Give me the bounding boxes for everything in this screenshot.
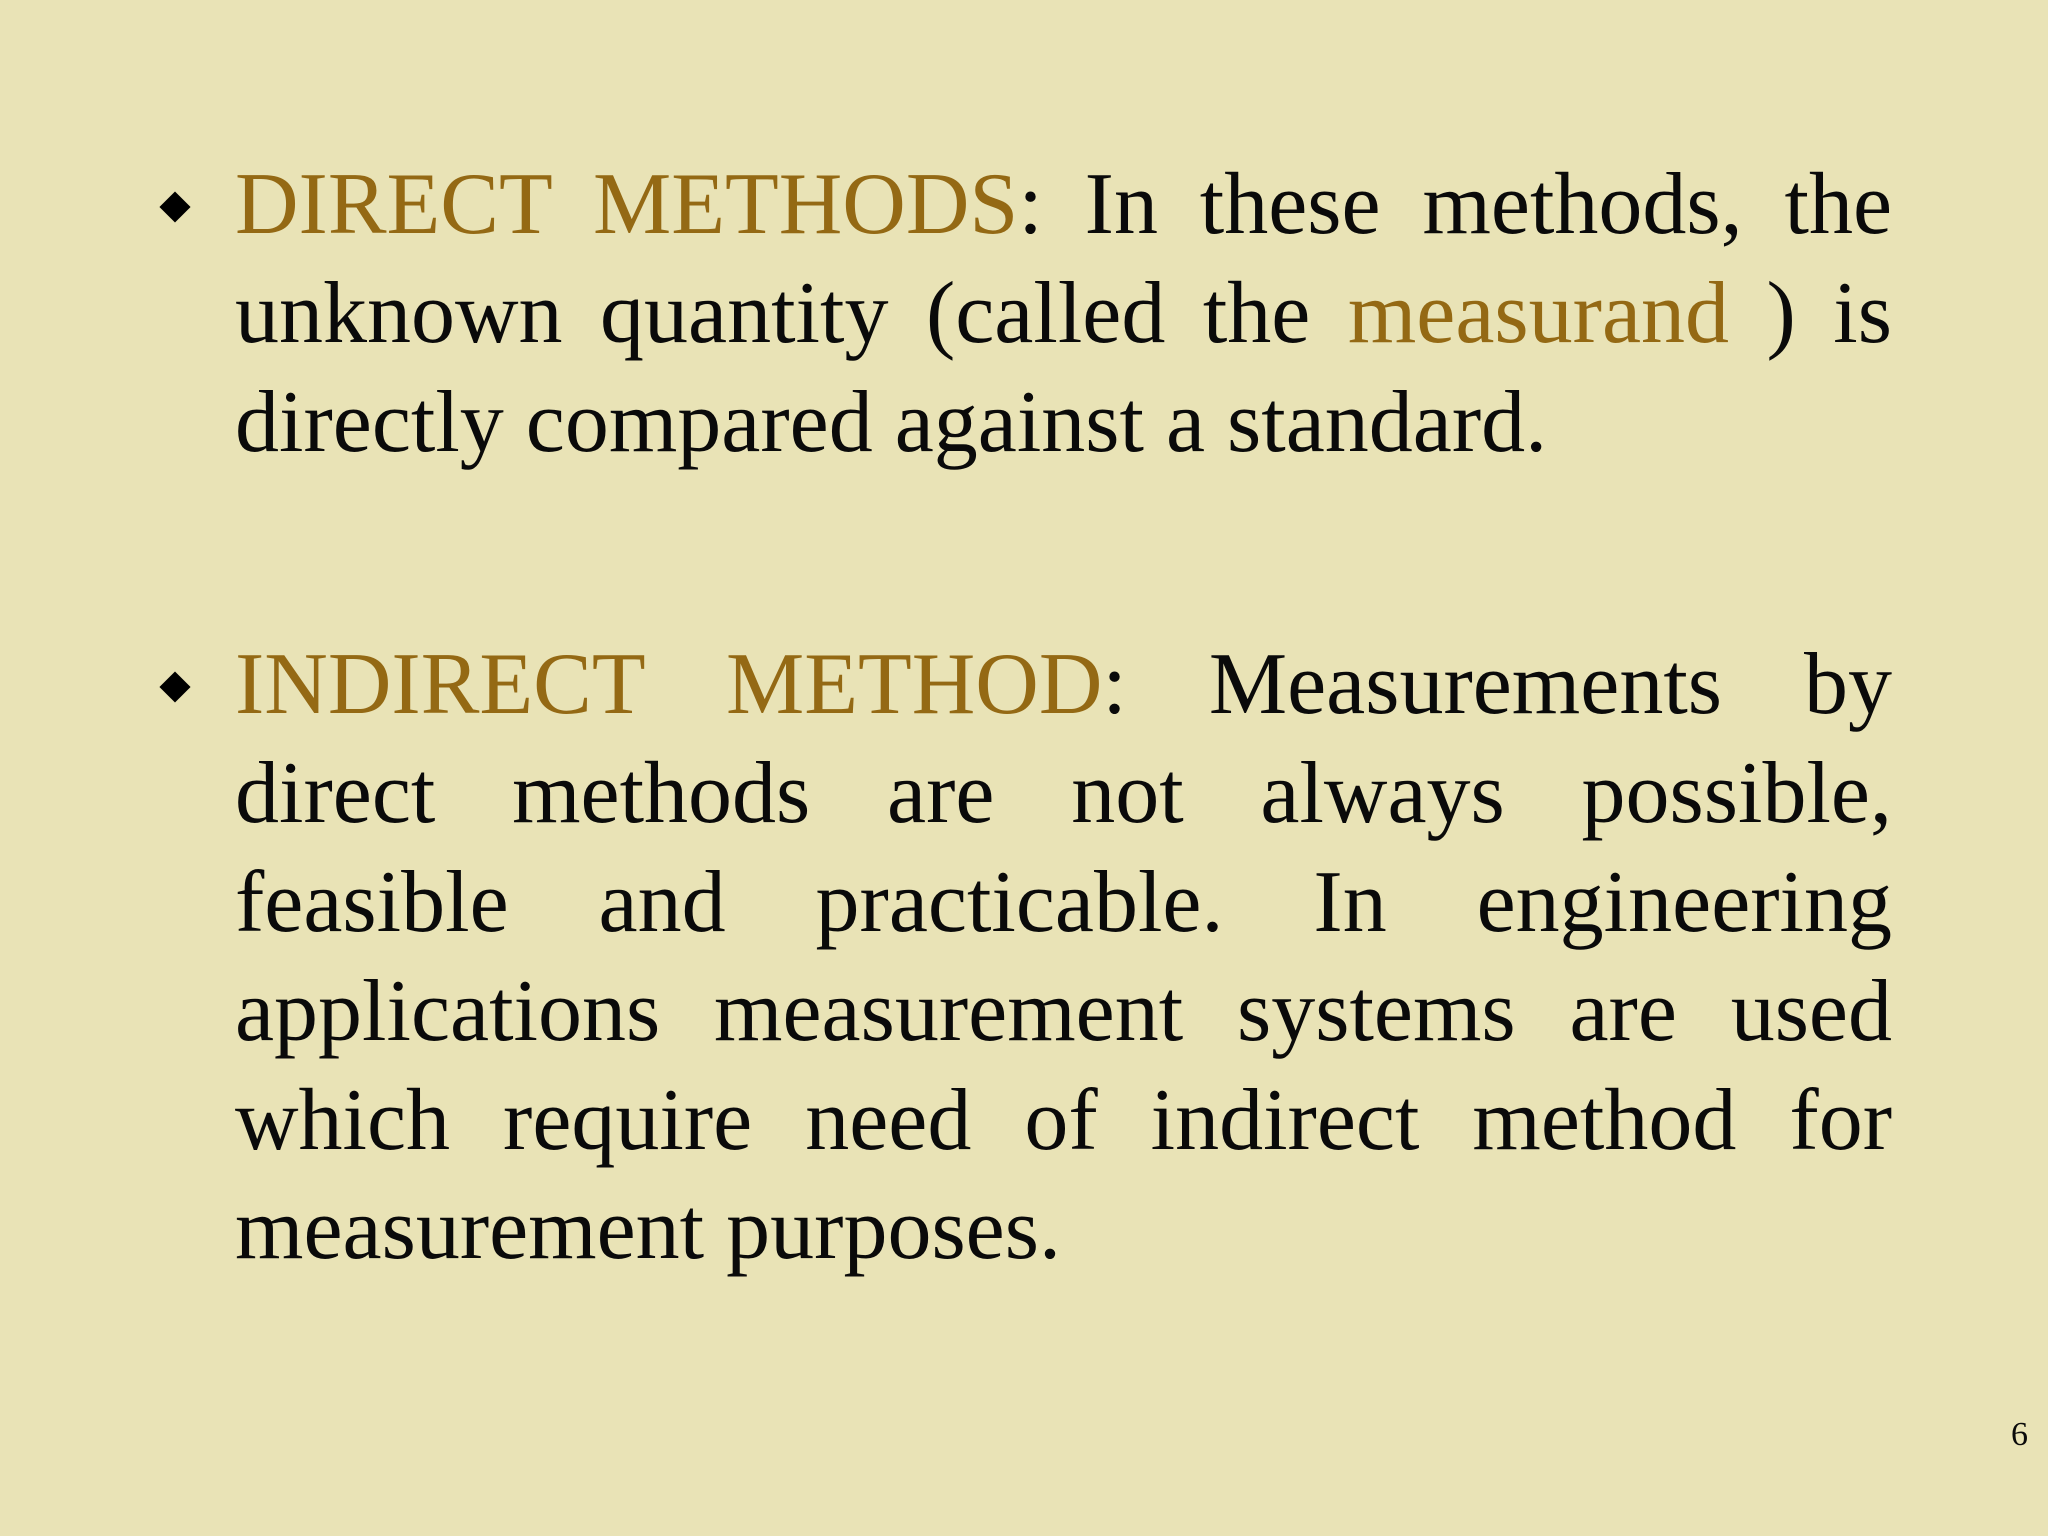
direct-methods-text-before: In these methods, the unknown quantity (called the xyxy=(235,156,1893,362)
bullet-item-direct-methods xyxy=(158,150,1892,477)
term-colon: : xyxy=(1018,156,1043,253)
direct-methods-text-after: ) is directly compared against a standard. xyxy=(235,265,1893,471)
term-indirect-method: INDIRECT METHOD xyxy=(235,636,1103,733)
diamond-bullet-icon xyxy=(159,671,190,702)
indirect-method-text: Measurements by direct methods are not always possible, feasible and practicable. In engineering applications measurement systems are used which require need of indirect method for measurement purposes. xyxy=(235,636,1892,1278)
term-colon: : xyxy=(1102,636,1127,733)
bullet-text-indirect-method xyxy=(235,630,1892,1284)
bullet-item-indirect-method xyxy=(158,630,1892,1284)
bullet-list xyxy=(158,150,1892,1284)
diamond-bullet-icon xyxy=(159,191,190,222)
page-number: 6 xyxy=(2011,1416,2028,1453)
measurand-highlight: measurand xyxy=(1347,265,1730,362)
term-direct-methods: DIRECT METHODS xyxy=(235,156,1019,253)
bullet-text-direct-methods xyxy=(235,150,1892,477)
